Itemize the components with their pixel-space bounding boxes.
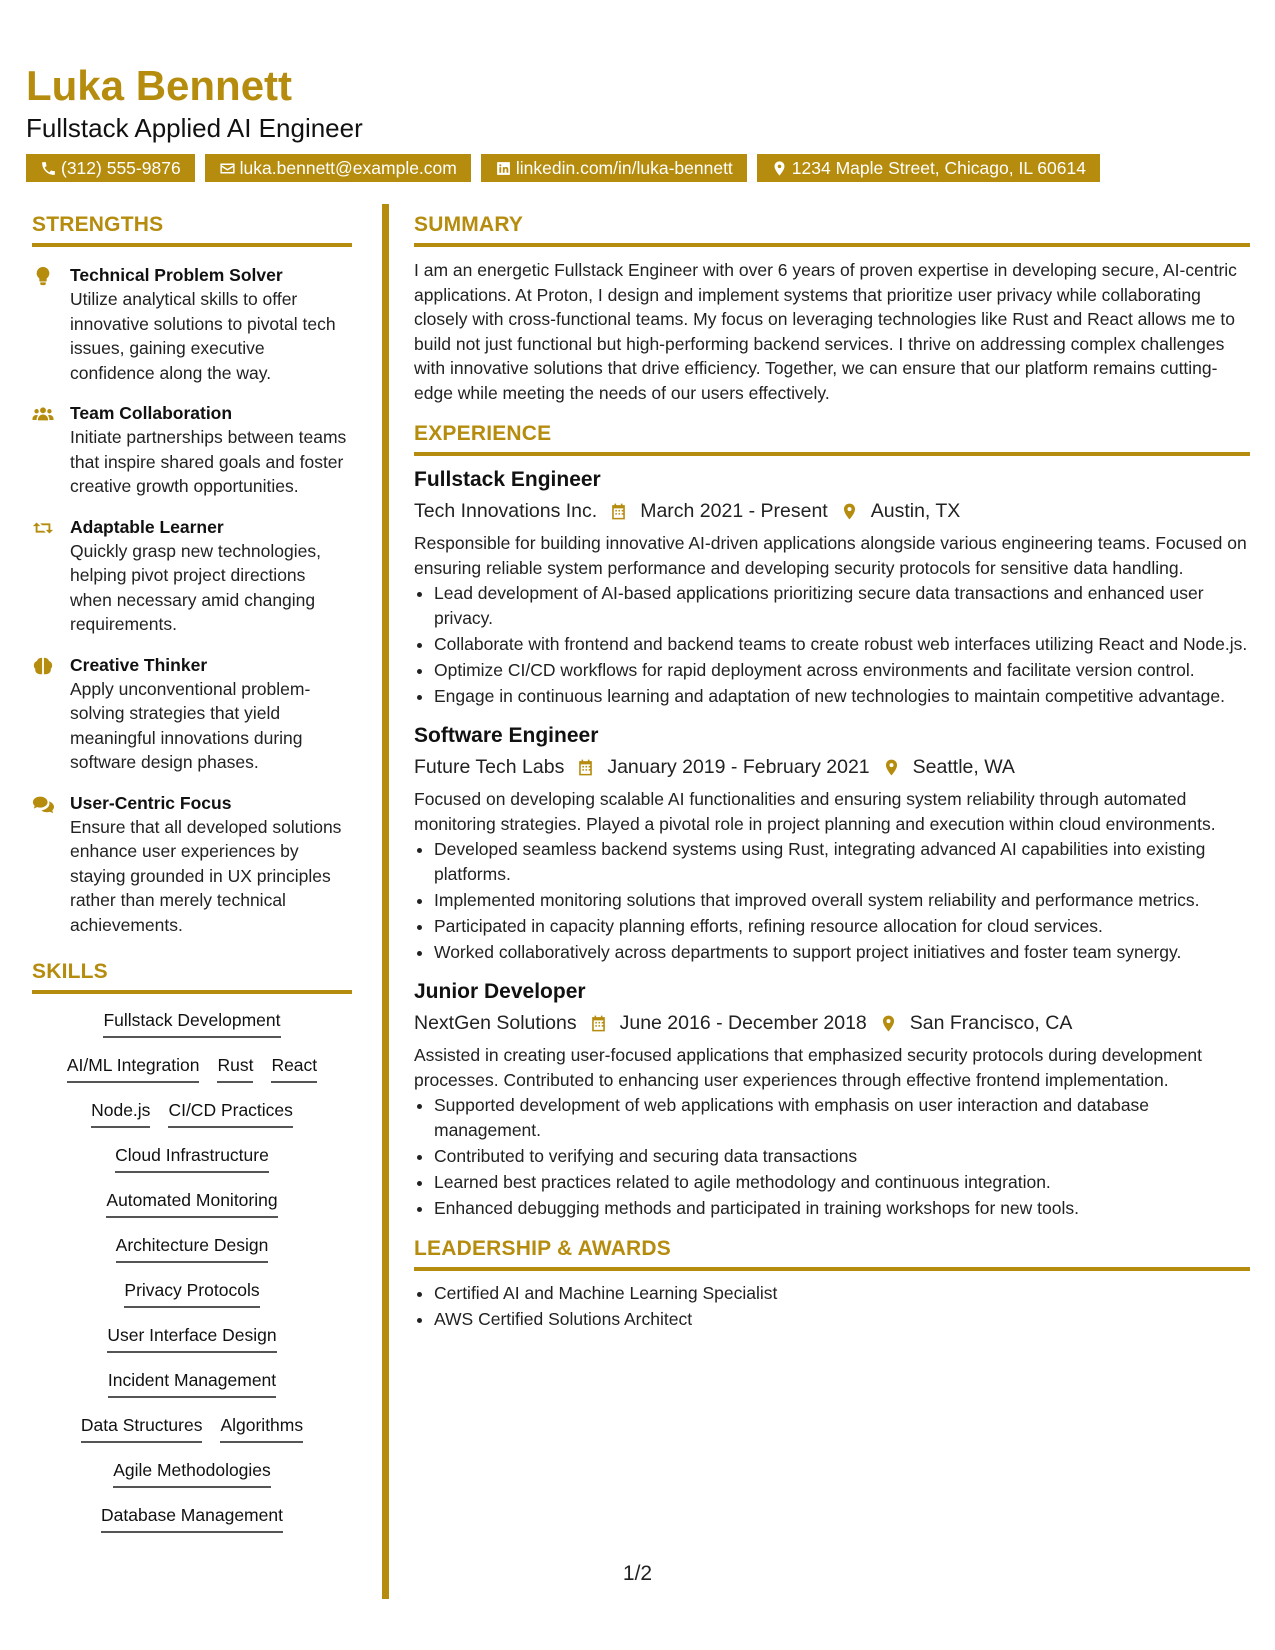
skill-tag: Fullstack Development bbox=[103, 1008, 280, 1038]
strength-title: User-Centric Focus bbox=[70, 792, 232, 813]
linkedin-contact[interactable] bbox=[481, 154, 747, 182]
job-company: Future Tech Labs bbox=[414, 756, 565, 778]
linkedin-text: linkedin.com/in/luka-bennett bbox=[515, 157, 733, 178]
bullet-item: • Developed seamless backend systems using Rust, integrating advanced AI capabilities into existing platforms. bbox=[434, 837, 1250, 886]
job-bullets bbox=[414, 837, 1250, 964]
award-item: • Certified AI and Machine Learning Specialist bbox=[434, 1281, 1250, 1306]
calendar-icon bbox=[576, 758, 595, 777]
strength-title: Technical Problem Solver bbox=[70, 265, 283, 285]
skill-tag: Automated Monitoring bbox=[106, 1188, 277, 1218]
bullet-item: • Collaborate with frontend and backend teams to create robust web interfaces utilizing React and Node.js. bbox=[434, 632, 1250, 657]
job-title: Junior Developer bbox=[414, 980, 586, 1003]
leadership-list bbox=[414, 1281, 1250, 1332]
resume-header bbox=[26, 62, 1246, 182]
job-title: Fullstack Engineer bbox=[414, 468, 601, 491]
skill-tag: Architecture Design bbox=[116, 1233, 269, 1263]
strength-item bbox=[32, 653, 352, 775]
left-column bbox=[32, 212, 352, 1548]
skill-tag: AI/ML Integration bbox=[67, 1053, 200, 1083]
email-text: luka.bennett@example.com bbox=[239, 157, 457, 178]
job-company: NextGen Solutions bbox=[414, 1012, 577, 1034]
job-title: Software Engineer bbox=[414, 724, 599, 747]
skill-tag: Privacy Protocols bbox=[124, 1278, 259, 1308]
map-pin-icon bbox=[879, 1014, 898, 1033]
job-dates: January 2019 - February 2021 bbox=[607, 756, 870, 778]
calendar-icon bbox=[609, 502, 628, 521]
bullet-item: • Engage in continuous learning and adaptation of new technologies to maintain competitive advantage. bbox=[434, 684, 1250, 709]
bullet-item: • Participated in capacity planning efforts, refining resource allocation for cloud services. bbox=[434, 914, 1250, 939]
strength-desc: Initiate partnerships between teams that inspire shared goals and foster creative growth opportunities. bbox=[70, 427, 347, 496]
leadership-heading: LEADERSHIP & AWARDS bbox=[414, 1236, 1250, 1271]
skill-tag: Cloud Infrastructure bbox=[115, 1143, 269, 1173]
bullet-item: • Lead development of AI-based applications prioritizing secure data transactions and enhanced user privacy. bbox=[434, 581, 1250, 630]
skill-tag: User Interface Design bbox=[107, 1323, 276, 1353]
bullet-item: • Contributed to verifying and securing data transactions bbox=[434, 1144, 1250, 1169]
skill-tag: Incident Management bbox=[108, 1368, 276, 1398]
job-entry bbox=[414, 722, 1250, 964]
lightbulb-icon bbox=[32, 265, 54, 287]
bullet-item: • Optimize CI/CD workflows for rapid deployment across environments and facilitate version control. bbox=[434, 658, 1250, 683]
strength-desc: Apply unconventional problem-solving strategies that yield meaningful innovations during software design phases. bbox=[70, 678, 311, 772]
job-bullets bbox=[414, 1093, 1250, 1220]
experience-heading: EXPERIENCE bbox=[414, 421, 1250, 456]
address-text: 1234 Maple Street, Chicago, IL 60614 bbox=[791, 157, 1086, 178]
skill-tag: Node.js bbox=[91, 1098, 150, 1128]
job-dates: March 2021 - Present bbox=[640, 500, 828, 522]
strength-desc: Utilize analytical skills to offer innovative solutions to pivotal tech issues, gaining executive confidence along the way. bbox=[70, 289, 336, 383]
strength-title: Team Collaboration bbox=[70, 403, 233, 423]
job-meta bbox=[414, 497, 1250, 525]
skills-heading: SKILLS bbox=[32, 959, 352, 994]
skill-tag: Data Structures bbox=[81, 1413, 203, 1443]
map-pin-icon bbox=[882, 758, 901, 777]
skill-tag: React bbox=[271, 1053, 317, 1083]
linkedin-icon bbox=[495, 160, 512, 177]
address-contact[interactable] bbox=[757, 154, 1100, 182]
skill-tag: Rust bbox=[217, 1053, 253, 1083]
strength-title: Creative Thinker bbox=[70, 654, 208, 675]
skill-tag: CI/CD Practices bbox=[168, 1098, 292, 1128]
strength-title: Adaptable Learner bbox=[70, 516, 224, 537]
skill-tag: Algorithms bbox=[220, 1413, 303, 1443]
email-contact[interactable] bbox=[205, 154, 471, 182]
column-divider bbox=[382, 204, 389, 1599]
contact-bar bbox=[26, 154, 1246, 182]
users-icon bbox=[32, 403, 54, 425]
strength-item bbox=[32, 401, 352, 499]
brain-icon bbox=[32, 655, 54, 677]
skill-tag: Database Management bbox=[101, 1503, 283, 1533]
envelope-icon bbox=[219, 160, 236, 177]
award-item: • AWS Certified Solutions Architect bbox=[434, 1307, 1250, 1332]
map-pin-icon bbox=[771, 160, 788, 177]
job-entry bbox=[414, 978, 1250, 1220]
job-description: Responsible for building innovative AI-driven applications alongside various engineering teams. Focused on ensuring reliable system performance and developing security protocols for sensitive data handling. bbox=[414, 533, 1247, 578]
job-location: Austin, TX bbox=[870, 500, 961, 522]
job-meta bbox=[414, 753, 1250, 781]
phone-contact[interactable] bbox=[26, 154, 195, 182]
bullet-item: • Worked collaboratively across departments to support project initiatives and foster team synergy. bbox=[434, 940, 1250, 965]
bullet-item: • Learned best practices related to agile methodology and continuous integration. bbox=[434, 1170, 1250, 1195]
bullet-item: • Implemented monitoring solutions that improved overall system reliability and performance metrics. bbox=[434, 888, 1250, 913]
job-company: Tech Innovations Inc. bbox=[414, 500, 598, 522]
skills-list bbox=[32, 1008, 352, 1548]
job-location: San Francisco, CA bbox=[909, 1012, 1073, 1034]
job-dates: June 2016 - December 2018 bbox=[619, 1012, 867, 1034]
right-column bbox=[414, 212, 1250, 1333]
strength-desc: Quickly grasp new technologies, helping pivot project directions when necessary amid changing requirements. bbox=[70, 540, 321, 634]
strength-item bbox=[32, 263, 352, 385]
job-description: Assisted in creating user-focused applications that emphasized security protocols during development processes. Contributed to enhancing user experiences through effective frontend implementation. bbox=[414, 1045, 1202, 1090]
map-pin-icon bbox=[840, 502, 859, 521]
summary-heading: SUMMARY bbox=[414, 212, 1250, 247]
job-entry bbox=[414, 466, 1250, 708]
summary-text: I am an energetic Fullstack Engineer with over 6 years of proven expertise in developing secure, AI-centric applications. At Proton, I design and implement systems that prioritize user privacy while collaborating closely with cross-functional teams. My focus on leveraging technologies like Rust and React allows me to build not just functional but high-performing backend services. I thrive on addressing complex challenges with innovative solutions that drive efficiency. Together, we can ensure that our platform remains cutting-edge while meeting the needs of our users effectively. bbox=[414, 260, 1237, 403]
comments-icon bbox=[32, 793, 54, 815]
candidate-title: Fullstack Applied AI Engineer bbox=[26, 113, 363, 143]
job-bullets bbox=[414, 581, 1250, 708]
phone-text: (312) 555-9876 bbox=[61, 157, 181, 178]
job-meta bbox=[414, 1009, 1250, 1037]
skill-tag: Agile Methodologies bbox=[113, 1458, 271, 1488]
phone-icon bbox=[40, 160, 57, 177]
page-number: 1/2 bbox=[622, 1562, 653, 1585]
job-description: Focused on developing scalable AI functionalities and ensuring system reliability through automated monitoring strategies. Played a pivotal role in project planning and execution within cloud environments. bbox=[414, 789, 1216, 834]
strengths-heading: STRENGTHS bbox=[32, 212, 352, 247]
retweet-icon bbox=[32, 517, 54, 539]
job-location: Seattle, WA bbox=[912, 756, 1015, 778]
candidate-name: Luka Bennett bbox=[26, 62, 293, 109]
bullet-item: • Enhanced debugging methods and participated in training workshops for new tools. bbox=[434, 1196, 1250, 1221]
calendar-icon bbox=[589, 1014, 608, 1033]
strength-item bbox=[32, 515, 352, 637]
bullet-item: • Supported development of web applications with emphasis on user interaction and database management. bbox=[434, 1093, 1250, 1142]
strength-item bbox=[32, 791, 352, 938]
strength-desc: Ensure that all developed solutions enhance user experiences by staying grounded in UX principles rather than merely technical achievements. bbox=[70, 816, 342, 935]
